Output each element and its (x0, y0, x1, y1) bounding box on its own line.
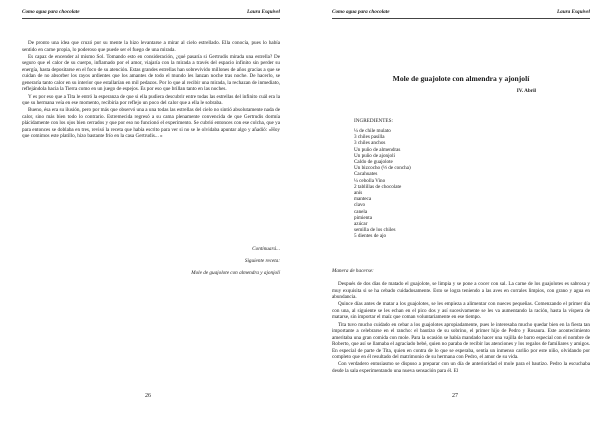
paragraph: Tita tuvo mucho cuidado en cebar a los guajolotes apropiadamente, pues le interesaba mucho quedar bien en la fiesta tan importante a celebrarse en el rancho: el bautizo de su sobrino, el primer hijo de Pedro y Rosaura. Este acontecimiento ameritaba una gran comida con mole. Para la ocasión se había mandado hacer una vajilla de barro especial con el nombre de Roberto, que así se llamaba el agraciado bebé, quien no paraba de recibir las atenciones y los regalos de familiares y amigos. En especial de parte de Tita, quien en contra de lo que se esperaba, sentía un inmenso cariño por este niño, olvidando por completo que en él resultado del matrimonio de su hermana con Pedro, el amor de su vida. (332, 321, 590, 361)
page-number: 26 (145, 393, 151, 399)
page-header (22, 6, 280, 19)
continued-note: Continuará... (252, 246, 280, 252)
paragraph: Es capaz de encender al mismo Sol. Tomando esto en consideración, ¿qué pasaría si Gertrudis mirada una estrella? De seguro que el calor de su cuerpo, inflamado por el amor, viajaría con la mirada a través del espacio infinito sin perder su energía, hasta depositarse en el foco de su atención. Estas grandes estrellas han sobrevivido millones de años gracias a que se cuidan de no absorber los rayos ardientes que los amantes de todo el mundo les lanzan noche tras noche. De hacerlo, se generaría tanto calor en su interior que estallarían en mil pedazos. Por lo que al recibir una mirada, la rechazan de inmediato, reflejándola hacia la Tierra como en un juego de espejos. Es por eso que brillan tanto en las noches. (22, 53, 280, 93)
paragraph: De pronto una idea que cruzó por su mente la hizo levantarse a mirar al cielo estrellado. Ella conocía, pues lo había sentido en carne propia, lo poderoso que puede ser el fuego de una mirada. (22, 40, 280, 53)
page-header (332, 6, 590, 19)
ingredient-item: 5 dientes de ajo (354, 233, 387, 240)
ingredient-item: Un bizcocho (⅓ de concha) (354, 165, 411, 172)
chapter-month: IV. Abril (516, 88, 536, 94)
paragraph: Después de dos días de matado el guajolote, se limpia y se pone a cocer con sal. La carne de los guajolotes es sabrosa y muy exquisita si se ha cebado cuidadosamente. Esto se logra teniendo a las aves en corrales limpios, con grano y agua en abundancia. (332, 281, 590, 300)
recipe-title: Mole de guajolote con almendra y ajonjolí (392, 74, 530, 83)
paragraph: Quince días antes de matar a los guajolotes, se les empieza a alimentar con nueces pequeñas. Comenzando el primer día con una, al siguiente se les echan en el pico dos y así sucesivamente se les va aumentando la ración, hasta la víspera de matarse, sin importar el maíz que coman voluntariamente en ese tiempo. (332, 301, 590, 321)
right-page (310, 0, 600, 424)
header-author: Laura Esquivel (556, 9, 590, 15)
ingredient-item: Un puño de ajonjolí (354, 152, 395, 159)
ingredient-item: 2 tablillas de chocolate (354, 183, 402, 190)
body-text (332, 281, 590, 375)
header-book-title: Como agua para chocolate (22, 9, 80, 15)
ingredient-item: azúcar (354, 221, 368, 228)
ingredient-item: 3 chiles pasilla (354, 134, 385, 141)
page-number: 27 (452, 393, 458, 399)
ingredients-list (354, 128, 411, 240)
ingredient-item: pimienta (354, 214, 372, 221)
header-book-title: Como agua para chocolate (332, 9, 390, 15)
ingredient-item: anís (354, 190, 363, 197)
paragraph: Bueno, ésa era su ilusión, pero por más que observó una a una todas las estrellas del cielo no sintió absolutamente nada de calor, sino más bien todo lo contrario. Estremecida regresó a su cama plenamente convencida de que Gertrudis dormía plácidamente con los ojos bien cerrados y que por eso no funcionó el experimento. Se cubrió entonces con ese colcha, que ya para entonces se doblaba en tres, revisó la receta que había escrito para ver si no se le olvidaba apuntar algo y añadió: «Hoy que comimos este platillo, hizo bastante frío en la casa Gertrudis... » (22, 107, 280, 140)
body-text (22, 40, 280, 141)
ingredient-item: manteca (354, 196, 372, 203)
paragraph: Y es por eso que a Tita le entró la esperanza de que si ella pudiera descubrir entre todas las estrellas del infinito cuál era la que su hermana veía en ese momento, recibiría por reflejo un poco del calor que a ella le sobraba. (22, 93, 280, 107)
method-heading: Manera de hacerse: (332, 268, 374, 274)
left-page (0, 0, 290, 424)
ingredient-item: ¼ cebolla Vino (354, 177, 386, 184)
ingredients-heading: INGREDIENTES: (354, 118, 393, 124)
next-recipe-label: Siguiente receta: (244, 258, 280, 264)
paragraph: Con verdadero entusiasmo se dispuso a preparar con un día de anterioridad el mole para el bautizo. Pedro la escuchaba desde la sala experimentando una nueva sensación para él. El (332, 361, 590, 374)
next-recipe-name: Mole de guajolote con almendra y ajonjolí (191, 270, 280, 276)
ingredient-item: Un puño de almendras (354, 146, 401, 153)
ingredient-item: 3 chiles anchos (354, 140, 386, 147)
ingredient-item: clavo (354, 202, 366, 209)
ingredient-item: canela (354, 208, 368, 215)
ingredient-item: Caldo de guajolote (354, 159, 393, 166)
ingredient-item: ¼ de chile mulato (354, 128, 391, 134)
ingredient-item: Cacahuates (354, 171, 378, 178)
ingredient-item: semilla de los chiles (354, 227, 396, 234)
header-author: Laura Esquivel (246, 9, 280, 15)
